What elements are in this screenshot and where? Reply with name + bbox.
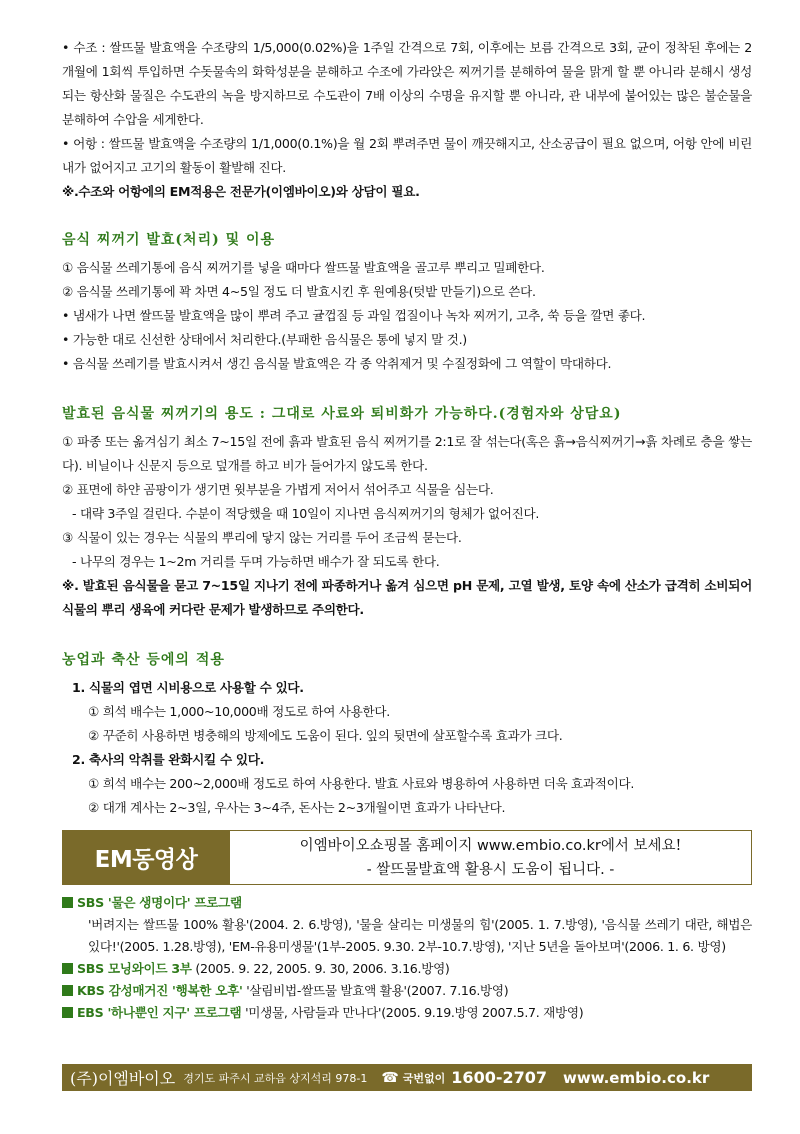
footer-company: (주)이엠바이오 (70, 1069, 176, 1088)
agriculture-title: 농업과 축산 등에의 적용 (62, 652, 225, 668)
food-waste-item-3: • 냄새가 나면 쌀뜨물 발효액을 많이 뿌려 주고 귤껍질 등 과일 껍질이나 녹차 찌꺼기, 고추, 쑥 등을 깔면 좋다. (62, 308, 646, 323)
food-waste-item-2: ② 음식물 쓰레기통에 꽉 차면 4~5일 정도 더 발효시킨 후 원예용(텃밭 만들기)으로 쓴다. (62, 284, 536, 299)
media-ebs (62, 1002, 752, 1024)
em-video-line-1-pre: 이엠바이오쇼핑몰 홈페이지 (299, 838, 477, 854)
fish-tank-paragraph: • 어항 : 쌀뜨물 발효액을 수조량의 1/1,000(0.1%)을 월 2회 뿌려주면 물이 깨끗해지고, 산소공급이 필요 없으며, 어항 안에 비린내가 없어지고 고기의 활동이 활발해 진다. (62, 136, 752, 175)
food-waste-item-5: • 음식물 쓰레기를 발효시켜서 생긴 음식물 발효액은 각 종 악취제거 및 수질정화에 그 역할이 막대하다. (62, 356, 612, 371)
footer-url-link[interactable]: www.embio.co.kr (563, 1068, 710, 1087)
fermented-use-item-2-sub: - 대략 3주일 걸린다. 수분이 적당했을 때 10일이 지나면 음식찌꺼기의 형체가 없어진다. (72, 506, 540, 521)
media-ebs-desc: '미생물, 사람들과 만나다'(2005. 9.19.방영 2007.5.7. 재방영) (241, 1005, 584, 1020)
square-bullet-icon (62, 985, 73, 996)
fermented-use-item-3-sub: - 나무의 경우는 1~2m 거리를 두며 가능하면 배수가 잘 되도록 한다. (72, 554, 440, 569)
media-ebs-title: EBS '하나뿐인 지구' 프로그램 (77, 1005, 242, 1020)
agriculture-h2-item-1: ① 희석 배수는 200~2,000배 정도로 하여 사용한다. 발효 사료와 병용하여 사용하면 더욱 효과적이다. (88, 776, 635, 791)
em-video-url-link[interactable]: www.embio.co.kr (476, 838, 601, 854)
em-video-label: EM동영상 (62, 830, 230, 885)
fermented-use-item-2: ② 표면에 하얀 곰팡이가 생기면 윗부분을 가볍게 저어서 섞어주고 식물을 심는다. (62, 482, 494, 497)
water-tank-paragraph: • 수조 : 쌀뜨물 발효액을 수조량의 1/5,000(0.02%)을 1주일 간격으로 7회, 이후에는 보름 간격으로 3회, 균이 정착된 후에는 2개월에 1회씩 투입하면 수돗물속의 화학성분을 분해하고 수조에 가라앉은 찌꺼기를 분해하여 물을 맑게 할 뿐 아니라 분해시 생성되는 항산화 물질은 수도관의 녹을 방지하므로 수도관이 7배 이상의 수명을 유지할 뿐 아니라, 관 내부에 붙어있는 많은 불순물을 분해하여 수압을 세게한다. (62, 40, 752, 127)
media-sbs-desc: '버려지는 쌀뜨물 100% 활용'(2004. 2. 6.방영), '물을 살리는 미생물의 힘'(2005. 1. 7.방영), '음식물 쓰레기 대란, 해법은 있다!'(2005. 1.28.방영), 'EM-유용미생물'(1부-2005. 9.30. 2부-10.7.방영), '지난 5년을 돌아보며'(2006. 1. 6. 방영) (88, 917, 752, 954)
media-kbs-desc: '살림비법-쌀뜨물 발효액 활용'(2007. 7.16.방영) (242, 983, 509, 998)
footer-phone: 1600-2707 (451, 1068, 547, 1087)
media-sbs-title: SBS '물은 생명이다' 프로그램 (77, 895, 242, 910)
square-bullet-icon (62, 897, 73, 908)
food-waste-item-1: ① 음식물 쓰레기통에 음식 찌꺼기를 넣을 때마다 쌀뜨물 발효액을 골고루 뿌리고 밀폐한다. (62, 260, 545, 275)
square-bullet-icon (62, 1007, 73, 1018)
phone-icon: ☎ (381, 1069, 399, 1086)
em-video-line-2: - 쌀뜨물발효액 활용시 도움이 됩니다. - (366, 862, 615, 878)
fermented-use-note: ※. 발효된 음식물을 묻고 7~15일 지나기 전에 파종하거나 옮겨 심으면 pH 문제, 고열 발생, 토양 속에 산소가 급격히 소비되어 식물의 뿌리 생육에 커다란 문제가 발생하므로 주의한다. (62, 578, 752, 617)
media-sbs-morning-title: SBS 모닝와이드 3부 (77, 961, 192, 976)
media-sbs (62, 892, 752, 914)
agriculture-h1-item-2: ② 꾸준히 사용하면 병충해의 방제에도 도움이 된다. 잎의 뒷면에 살포할수록 효과가 크다. (88, 728, 563, 743)
agriculture-h1-item-1: ① 희석 배수는 1,000~10,000배 정도로 하여 사용한다. (88, 704, 390, 719)
square-bullet-icon (62, 963, 73, 974)
footer-bar (62, 1064, 752, 1091)
content (62, 36, 752, 820)
intro-note: ※.수조와 어항에의 EM적용은 전문가(이엠바이오)와 상담이 필요. (62, 184, 420, 199)
food-waste-item-4: • 가능한 대로 신선한 상태에서 처리한다.(부패한 음식물은 통에 넣지 말 것.) (62, 332, 467, 347)
food-waste-title: 음식 찌꺼기 발효(처리) 및 이용 (62, 232, 276, 248)
footer-phone-label: 국번없이 (402, 1071, 446, 1085)
fermented-use-item-3: ③ 식물이 있는 경우는 식물의 뿌리에 닿지 않는 거리를 두어 조금씩 묻는다. (62, 530, 462, 545)
em-video-banner (62, 830, 752, 885)
fermented-use-item-1: ① 파종 또는 옮겨심기 최소 7~15일 전에 흙과 발효된 음식 찌꺼기를 2:1로 잘 섞는다(혹은 흙→음식찌꺼기→흙 차례로 층을 쌓는다). 비닐이나 신문지 등으로 덮개를 하고 비가 들어가지 않도록 한다. (62, 434, 752, 473)
media-kbs (62, 980, 752, 1002)
agriculture-h2-item-2: ② 대개 계사는 2~3일, 우사는 3~4주, 돈사는 2~3개월이면 효과가 나타난다. (88, 800, 506, 815)
fermented-use-title: 발효된 음식물 찌꺼기의 용도 : 그대로 사료와 퇴비화가 가능하다.(경험자와 상담요) (62, 406, 622, 422)
em-video-line-1 (230, 834, 751, 858)
media-sbs-morning-desc: (2005. 9. 22, 2005. 9. 30, 2006. 3.16.방영) (191, 961, 450, 976)
em-video-message (230, 830, 752, 885)
footer-address: 경기도 파주시 교하읍 상지석리 978-1 (183, 1071, 368, 1085)
media-kbs-title: KBS 감성매거진 '행복한 오후' (77, 983, 243, 998)
agriculture-heading-2: 2. 축사의 악취를 완화시킬 수 있다. (72, 752, 265, 767)
em-video-line-1-post: 에서 보세요! (600, 838, 682, 854)
agriculture-heading-1: 1. 식물의 엽면 시비용으로 사용할 수 있다. (72, 680, 304, 695)
media-sbs-morning (62, 958, 752, 980)
media-list (62, 892, 752, 1024)
